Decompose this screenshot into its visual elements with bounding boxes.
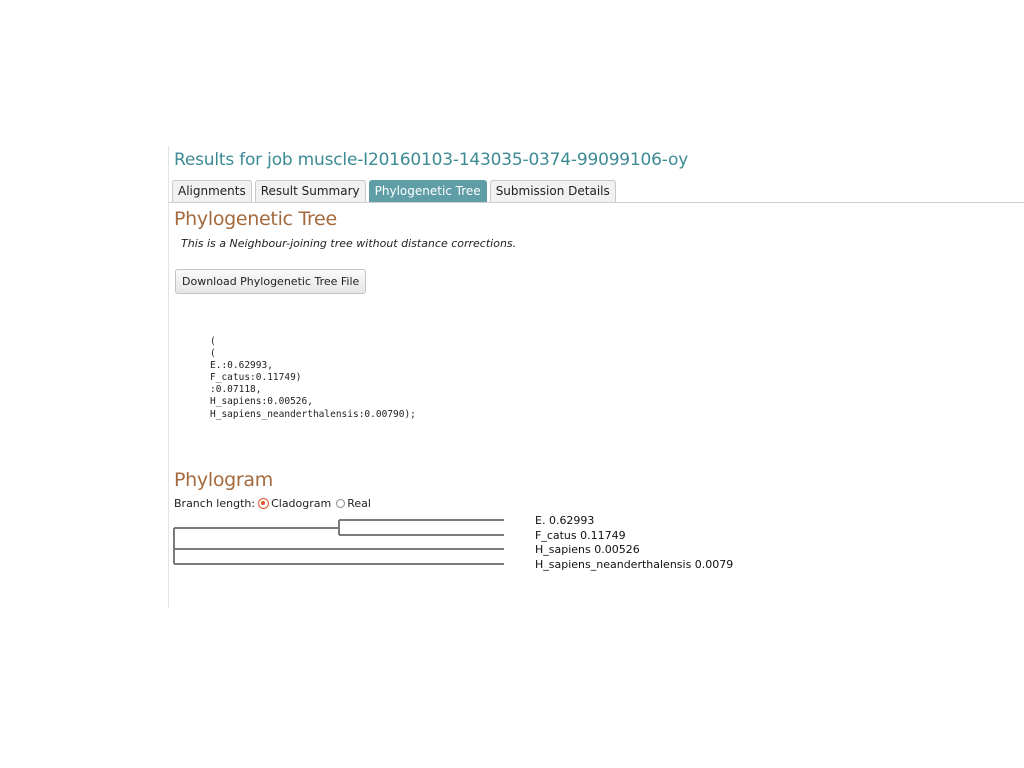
newick-line: E.:0.62993,	[210, 360, 273, 372]
real-radio[interactable]	[336, 499, 345, 508]
branch-length-selector	[174, 497, 371, 510]
newick-line: :0.07118,	[210, 384, 262, 396]
leaf-label-h-sapiens: H_sapiens 0.00526	[535, 543, 640, 556]
newick-tree-text	[210, 336, 416, 421]
leaf-label-h-sapiens-neanderthalensis: H_sapiens_neanderthalensis 0.0079	[535, 558, 734, 571]
tree-description: This is a Neighbour-joining tree without distance corrections.	[181, 237, 517, 250]
branch-length-label: Branch length:	[174, 497, 256, 510]
results-panel	[168, 146, 1024, 608]
newick-line: H_sapiens_neanderthalensis:0.00790);	[210, 408, 416, 420]
cladogram-radio[interactable]	[258, 498, 269, 509]
download-tree-button[interactable]: Download Phylogenetic Tree File	[175, 269, 366, 294]
job-title: Results for job muscle-I20160103-143035-0374-99099106-oy	[174, 150, 689, 170]
leaf-label-e: E. 0.62993	[535, 514, 595, 527]
phylogram-heading: Phylogram	[174, 469, 273, 491]
tab-alignments[interactable]: Alignments	[172, 180, 252, 202]
tab-phylogenetic-tree[interactable]: Phylogenetic Tree	[369, 180, 487, 202]
cladogram-label[interactable]: Cladogram	[271, 497, 332, 510]
result-tabs	[172, 180, 619, 202]
tab-result-summary[interactable]: Result Summary	[255, 180, 366, 202]
tab-divider	[169, 202, 1024, 203]
newick-line: (	[210, 348, 216, 360]
phylogram-tree	[169, 512, 509, 568]
leaf-label-f-catus: F_catus 0.11749	[535, 529, 626, 542]
newick-line: F_catus:0.11749)	[210, 372, 302, 384]
newick-line: H_sapiens:0.00526,	[210, 396, 313, 408]
phylogenetic-tree-heading: Phylogenetic Tree	[174, 208, 337, 230]
newick-line: (	[210, 336, 216, 347]
real-label[interactable]: Real	[347, 497, 371, 510]
tab-submission-details[interactable]: Submission Details	[490, 180, 616, 202]
